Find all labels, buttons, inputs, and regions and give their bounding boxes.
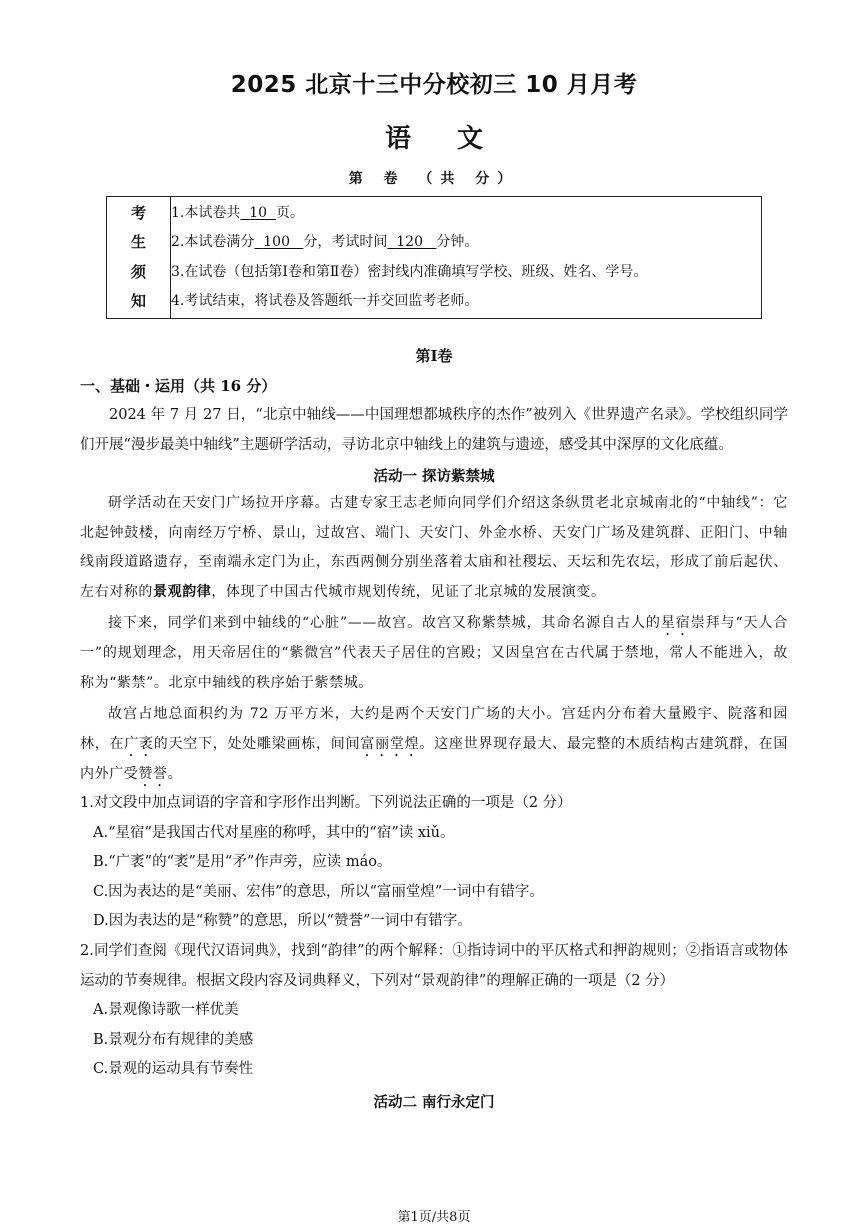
- notice-char: 生: [130, 233, 146, 251]
- page-number: 第1页/共8页: [397, 1210, 471, 1225]
- question-2-option-c: C.景观的运动具有节奏性: [93, 1061, 254, 1077]
- dotted-word-xingxiu: 星宿: [660, 615, 691, 631]
- notice-char: 考: [130, 203, 146, 222]
- notice-side-label: [107, 197, 171, 319]
- question-1-option-b: B.“广袤”的“袤”是用“矛”作声旁，应读 máo。: [93, 854, 392, 870]
- question-2-option-a: A.景观像诗歌一样优美: [93, 1002, 239, 1018]
- notice-item-2: 2.本试卷满分 100 分，考试时间 120 分钟。: [171, 234, 479, 250]
- dotted-word-zanyu: 赞誉: [138, 765, 168, 782]
- volume-heading: 第 卷 （共 分）: [348, 171, 520, 187]
- keyword-jingguan-yunlv: 景观韵律: [153, 583, 212, 600]
- notice-item-1: 1.本试卷共 10 页。: [171, 204, 304, 221]
- passage-paragraph-3: 故宫占地总面积约为 72 万平方米，大约是两个天安门广场的大小。宫廷内分布着大量殿宇、院落和园林，在广袤的天空下，处处雕梁画栋，间间富丽堂煌。这座世界现存最大、最完整的木质结构古建筑群，在国内外广受赞誉。: [80, 706, 789, 782]
- question-1: [80, 789, 788, 937]
- question-2-option-b: B.景观分布有规律的美感: [93, 1031, 254, 1048]
- notice-char: 知: [130, 292, 146, 310]
- exam-title: 2025 北京十三中分校初三 10 月月考: [230, 72, 638, 98]
- question-1-stem: 1.对文段中加点词语的字音和字形作出判断。下列说法正确的一项是（2 分）: [80, 795, 572, 811]
- part-title: 第Ⅰ卷: [415, 347, 453, 365]
- intro-text: 2024 年 7 月 27 日，“北京中轴线——中国理想都城秩序的杰作”被列入《世界遗产名录》。学校组织同学们开展“漫步最美中轴线”主题研学活动，寻访北京中轴线上的建筑与遗迹，感受其中深厚的文化底蕴。: [80, 407, 788, 453]
- dotted-word-fulitanghuang: 富丽堂煌: [360, 735, 420, 752]
- notice-char: 须: [130, 262, 146, 281]
- section-heading: 一、基础・运用（共 16 分）: [80, 377, 277, 395]
- notice-items: [171, 197, 762, 319]
- question-1-option-d: D.因为表达的是“称赞”的意思，所以“赞誉”一词中有错字。: [93, 913, 472, 929]
- question-2: [80, 937, 788, 1085]
- exam-notice-table: [106, 196, 762, 319]
- subject-title: 语文: [384, 124, 529, 154]
- intro-paragraph: [80, 401, 788, 460]
- dotted-word-guangmao: 广袤: [124, 735, 154, 752]
- question-2-stem: 2.同学们查阅《现代汉语词典》，找到“韵律”的两个解释：①指诗词中的平仄格式和押韵规则；②指语言或物体运动的节奏规律。根据文段内容及词典释义，下列对“景观韵律”的理解正确的一项是（2 分）: [80, 943, 788, 989]
- question-1-option-a: A.“星宿”是我国古代对星座的称呼，其中的“宿”读 xiǔ。: [93, 824, 455, 841]
- activity-1-title: 活动一 探访紫禁城: [373, 468, 495, 485]
- activity-2-title: 活动二 南行永定门: [373, 1094, 495, 1111]
- notice-item-3: 3.在试卷（包括第Ⅰ卷和第Ⅱ卷）密封线内准确填写学校、班级、姓名、学号。: [171, 263, 648, 280]
- passage-paragraph-1: 研学活动在天安门广场拉开序幕。古建专家王志老师向同学们介绍这条纵贯老北京城南北的“中轴线”：它北起钟鼓楼，向南经万宁桥、景山，过故宫、端门、天安门、外金水桥、天安门广场及建筑群、正阳门、中轴线南段道路遗存，至南端永定门为止，东西两侧分别坐落着太庙和社稷坛、天坛和先农坛，形成了前后起伏、左右对称的景观韵律，体现了中国古代城市规划传统，见证了北京城的发展演变。: [80, 495, 788, 600]
- notice-item-4: 4.考试结束，将试卷及答题纸一并交回监考老师。: [171, 293, 479, 309]
- passage-paragraph-2: 接下来，同学们来到中轴线的“心脏”——故宫。故宫又称紫禁城，其命名源自古人的星宿崇拜与“天人合一”的规划理念，用天帝居住的“紫微宫”代表天子居住的宫殿；又因皇宫在古代属于禁地，常人不能进入，故称为“紫禁”。北京中轴线的秩序始于紫禁城。: [80, 615, 788, 691]
- question-1-option-c: C.因为表达的是“美丽、宏伟”的意思，所以“富丽堂煌”一词中有错字。: [93, 883, 544, 900]
